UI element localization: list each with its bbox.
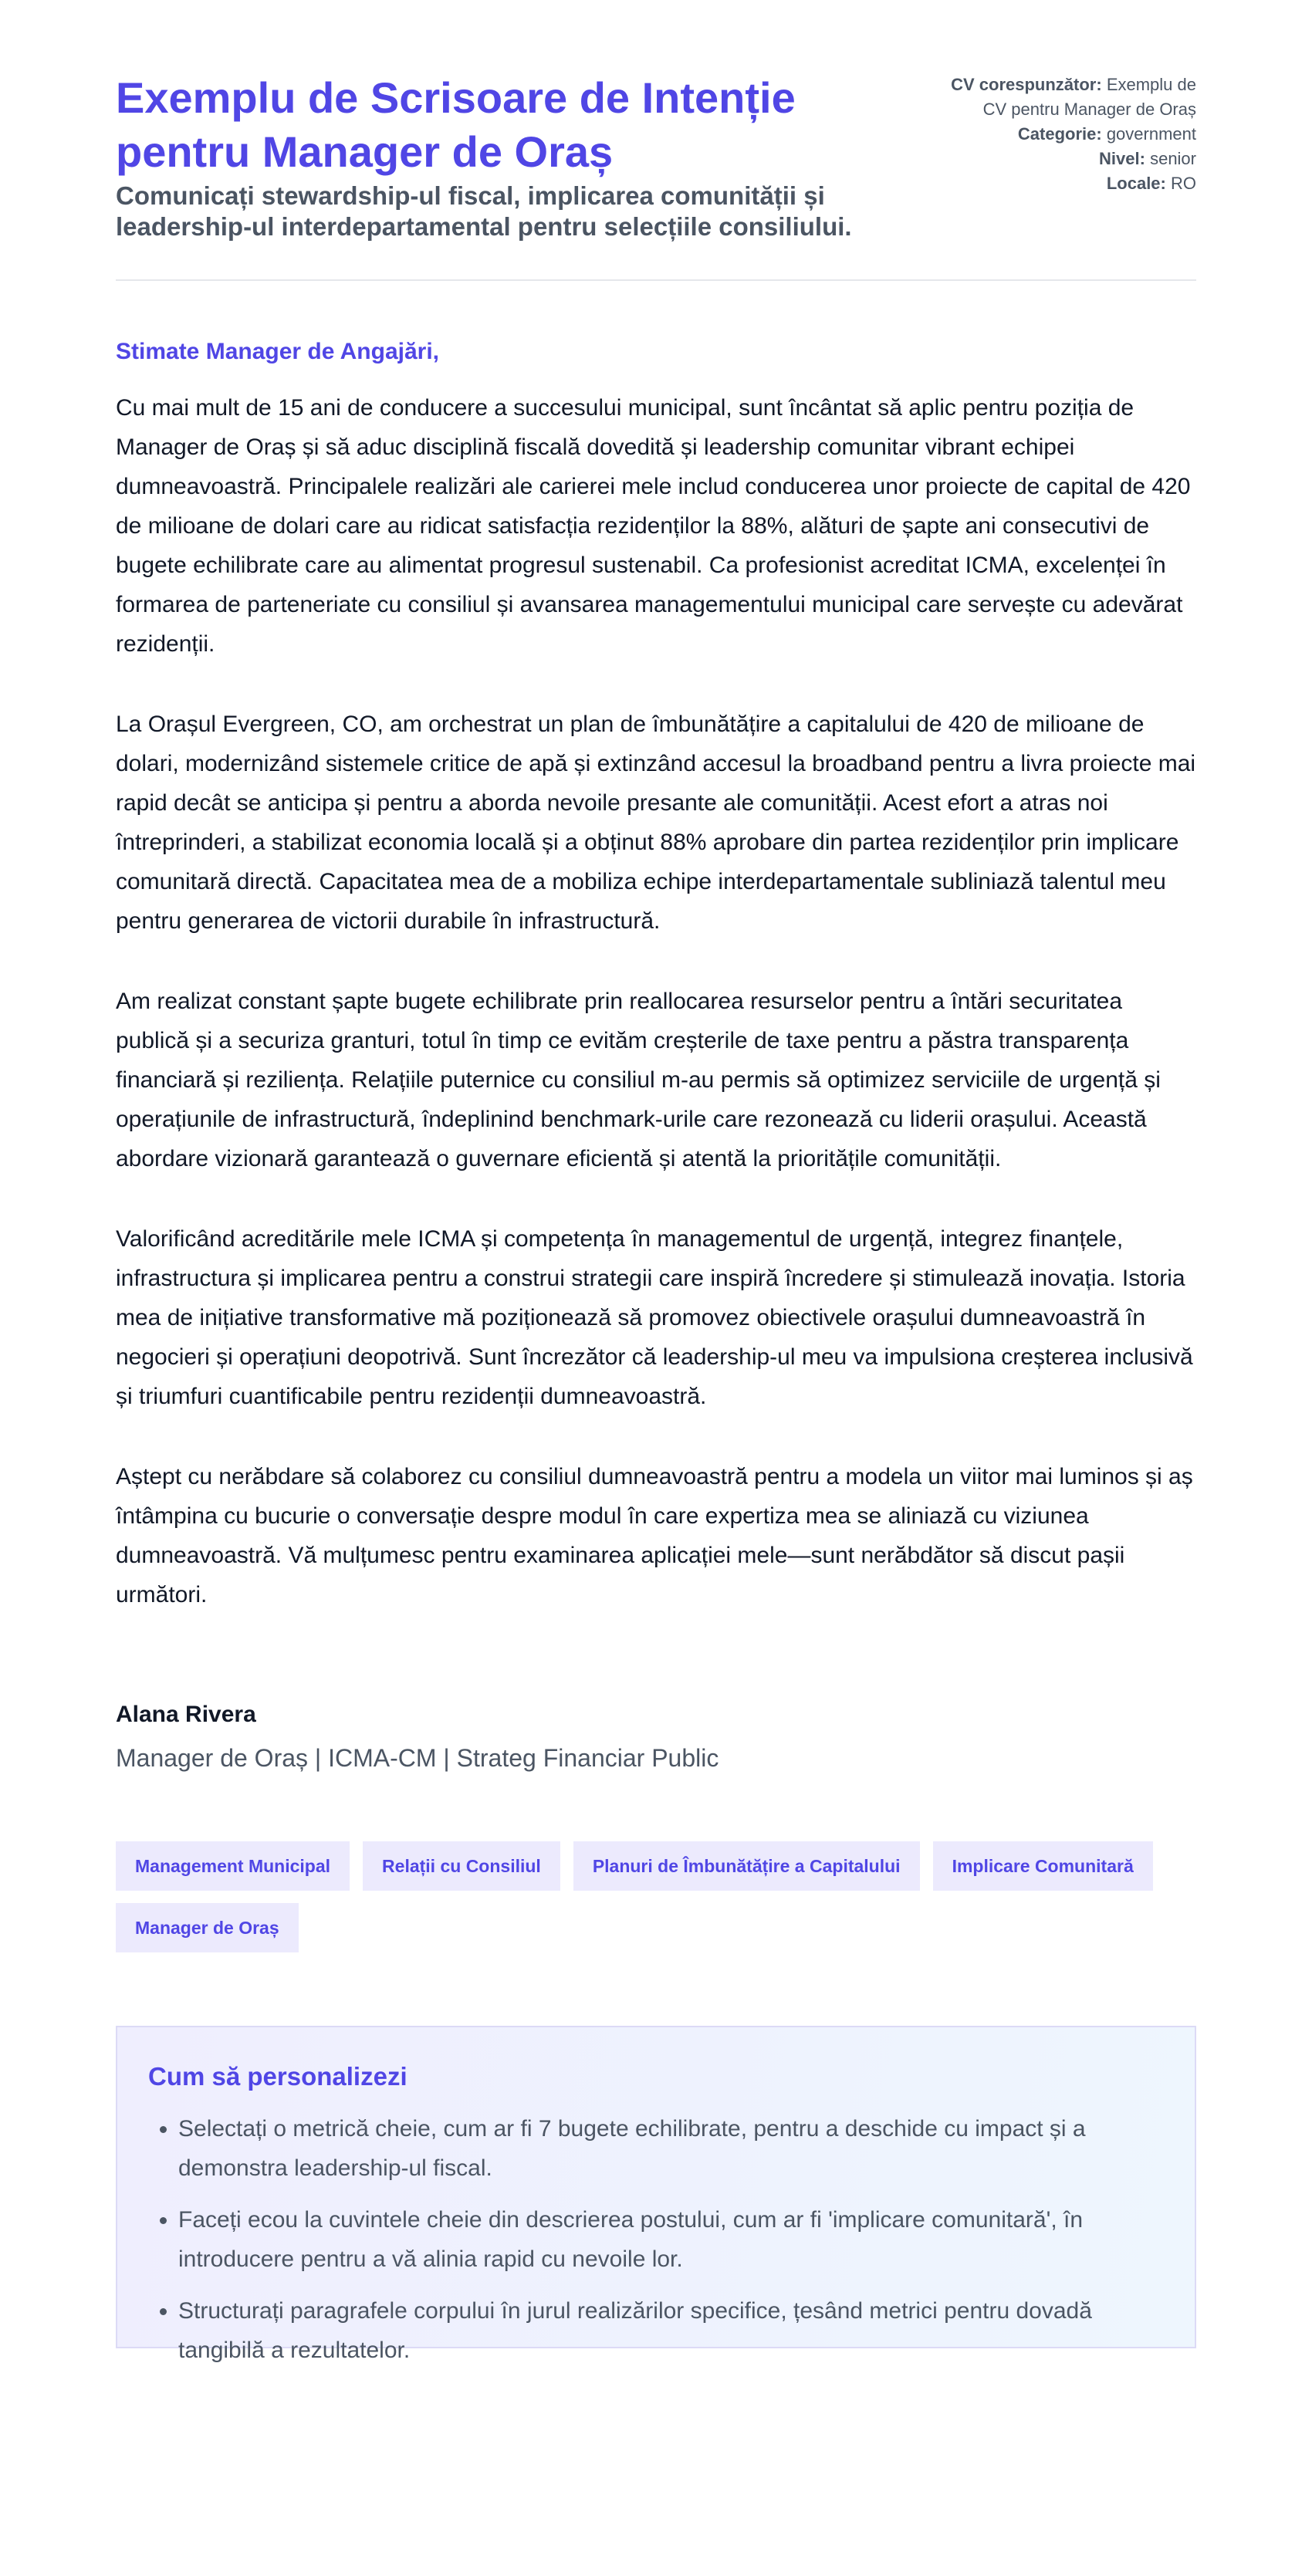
tag-list [116, 1841, 1196, 1952]
meta-category-value: government [1106, 124, 1196, 144]
page-subtitle: Comunicați stewardship-ul fiscal, implicarea comunității și leadership-ul interdepartamental pentru selecțiile consiliului. [116, 181, 852, 241]
tip-item-1: • Selectați o metrică cheie, cum ar fi 7 bugete echilibrate, pentru a deschide cu impact și a demonstra leadership-ul fiscal. [178, 2109, 1164, 2188]
letter-paragraph-2: La Orașul Evergreen, CO, am orchestrat un plan de îmbunătățire a capitalului de 420 de milioane de dolari, modernizând sistemele critice de apă și extinzând accesul la broadband pentru a livra proiecte mai rapid decât se anticipa și pentru a aborda nevoile presante ale comunității. Acest efort a atras noi întreprinderi, a stabilizat economia locală și a obținut 88% aprobare din partea rezidenților prin implicare comunitară directă. Capacitatea mea de a mobiliza echipe interdepartamentale subliniază talentul meu pentru generarea de victorii durabile în infrastructură. [116, 712, 1196, 934]
meta-cv-label: CV corespunzător: [951, 75, 1102, 94]
letter-paragraph-3: Am realizat constant șapte bugete echilibrate prin reallocarea resurselor pentru a întări securitatea publică și a securiza granturi, totul în timp ce evităm creșterile de taxe pentru a păstra transparența financiară și reziliența. Relațiile puternice cu consiliul m-au permis să optimizez serviciile de urgență și operațiunile de infrastructură, îndeplinind benchmark-urile care rezonează cu liderii orașului. Această abordare vizionară garantează o guvernare eficientă și atentă la prioritățile comunității. [116, 989, 1161, 1171]
letter-paragraph-4: Valorificând acreditările mele ICMA și competența în managementul de urgență, integrez finanțele, infrastructura și implicarea pentru a construi strategii care inspiră încredere și stimulează inovația. Istoria mea de inițiative transformative mă poziționează să promovez obiectivele orașului dumneavoastră în negocieri și operațiuni deopotrivă. Sunt încrezător că leadership-ul meu va impulsiona creșterea inclusivă și triumfuri cuantificabile pentru rezidenții dumneavoastră. [116, 1226, 1193, 1409]
signature-name: Alana Rivera [116, 1702, 256, 1727]
tag-relatii-consiliu[interactable]: Relații cu Consiliul [363, 1841, 560, 1891]
page-header [116, 71, 1196, 281]
page-title: Exemplu de Scrisoare de Intenție pentru Manager de Oraș [116, 73, 796, 176]
signature-title: Manager de Oraș | ICMA-CM | Strateg Financiar Public [116, 1744, 719, 1772]
tips-title: Cum să personalizezi [148, 2062, 407, 2091]
tips-list [148, 2109, 1164, 2370]
tip-item-2: • Faceți ecou la cuvintele cheie din descrierea postului, cum ar fi 'implicare comunitară', în introducere pentru a vă alinia rapid cu nevoile lor. [178, 2200, 1164, 2279]
tip-item-3: • Structurați paragrafele corpului în jurul realizărilor specifice, țesând metrici pentru dovadă tangibilă a rezultatelor. [178, 2291, 1164, 2370]
meta-cv-value: Exemplu de CV pentru Manager de Oraș [982, 75, 1196, 119]
tag-planuri-capital[interactable]: Planuri de Îmbunătățire a Capitalului [573, 1841, 920, 1891]
tag-implicare-comunitara[interactable]: Implicare Comunitară [933, 1841, 1153, 1891]
title-block [116, 71, 888, 242]
meta-level [942, 147, 1196, 171]
meta-panel [942, 71, 1196, 196]
meta-locale-label: Locale: [1106, 174, 1166, 193]
letter-salutation: Stimate Manager de Angajări, [116, 339, 440, 364]
meta-locale-value: RO [1171, 174, 1196, 193]
meta-category [942, 122, 1196, 147]
cover-letter-page [116, 0, 1196, 2363]
meta-cv [942, 73, 1196, 122]
meta-locale [942, 171, 1196, 196]
meta-level-value: senior [1150, 149, 1196, 168]
letter-paragraph-5: Aștept cu nerăbdare să colaborez cu consiliul dumneavoastră pentru a modela un viitor mai luminos și aș întâmpina cu bucurie o conversație despre modul în care expertiza mea se aliniază cu viziunea dumneavoastră. Vă mulțumesc pentru examinarea aplicației mele—sunt nerăbdător să discut pașii următori. [116, 1464, 1193, 1607]
tag-management-municipal[interactable]: Management Municipal [116, 1841, 350, 1891]
meta-category-label: Categorie: [1017, 124, 1102, 144]
letter-paragraph-1: Cu mai mult de 15 ani de conducere a succesului municipal, sunt încântat să aplic pentru poziția de Manager de Oraș și să aduc disciplină fiscală dovedită și leadership comunitar vibrant echipei dumneavoastră. Principalele realizări ale carierei mele includ conducerea unor proiecte de capital de 420 de milioane de dolari care au ridicat satisfacția rezidenților la 88%, alături de șapte ani consecutivi de bugete echilibrate care au alimentat progresul sustenabil. Ca profesionist acreditat ICMA, excelenței în formarea de parteneriate cu consiliul și avansarea managementului municipal care servește cu adevărat rezidenții. [116, 395, 1191, 657]
personalize-tips-box [116, 2026, 1196, 2363]
tag-manager-oras[interactable]: Manager de Oraș [116, 1903, 299, 1952]
meta-level-label: Nivel: [1099, 149, 1145, 168]
